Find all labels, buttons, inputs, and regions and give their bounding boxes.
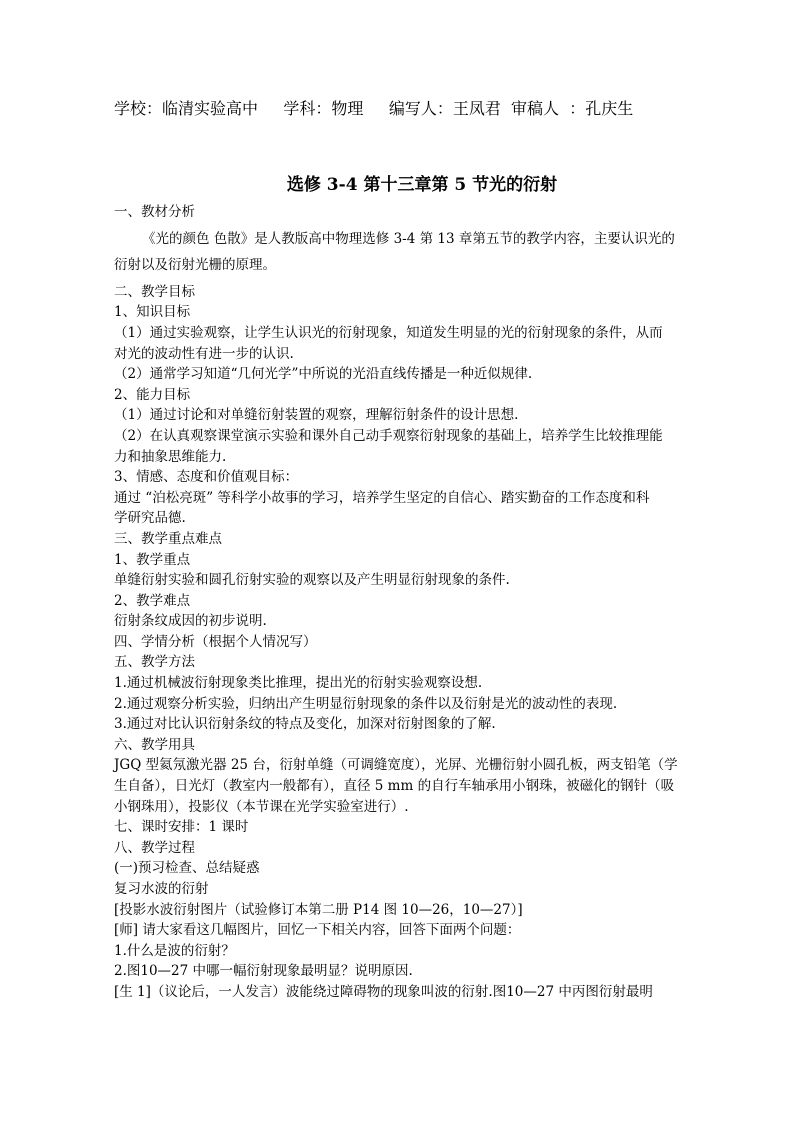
paragraph-line: 衍射以及衍射光栅的原理。 <box>114 257 276 274</box>
subsection-heading: 3、情感、态度和价值观目标： <box>114 469 299 486</box>
section-heading: 一、教材分析 <box>114 204 195 220</box>
question-line: 2.图10—27 中哪一幅衍射现象最明显？说明原因. <box>114 963 413 980</box>
paragraph-line: 《光的颜色 色散》是人教版高中物理选修 3-4 第 13 章第五节的教学内容，主要认识光的 <box>142 230 675 247</box>
subsection-heading: 2、教学难点 <box>114 592 191 609</box>
paragraph-line: （2）在认真观察课堂演示实验和课外自己动手观察衍射现象的基础上，培养学生比较推理能 <box>114 427 663 444</box>
subsection-heading: 2、能力目标 <box>114 386 191 403</box>
list-item: 1.通过机械波衍射现象类比推理，提出光的衍射实验观察设想. <box>114 675 483 692</box>
document-title: 选修 3-4 第十三章第 5 节光的衍射 <box>286 175 558 195</box>
subsection-heading: 1、知识目标 <box>114 304 191 321</box>
paragraph-line: 生自备），日光灯（教室内一般都有），直径 5 mm 的自行车轴承用小钢珠，被磁化的钢针（吸 <box>114 778 675 795</box>
paragraph-line: 复习水波的衍射 <box>114 881 209 897</box>
section-heading: 七、课时安排：1 课时 <box>114 819 249 836</box>
section-heading: 四、学情分析（根据个人情况写） <box>114 633 317 650</box>
paragraph-line: [师] 请大家看这几幅图片，回忆一下相关内容，回答下面两个问题： <box>114 922 521 939</box>
section-heading: 五、教学方法 <box>114 654 195 671</box>
paragraph-line: （2）通常学习知道“几何光学”中所说的光沿直线传播是一种近似规律. <box>114 366 533 383</box>
section-heading: 二、教学目标 <box>114 283 195 300</box>
paragraph-line: JGQ 型氦氖激光器 25 台，衍射单缝（可调缝宽度），光屏、光栅衍射小圆孔板，两支铅笔（学 <box>114 757 678 774</box>
paragraph-line: 力和抽象思维能力. <box>114 448 227 465</box>
subsection-heading: 1、教学重点 <box>114 551 191 568</box>
paragraph-line: 通过 “泊松亮斑” 等科学小故事的学习，培养学生坚定的自信心、踏实勤奋的工作态度和科 <box>114 489 650 506</box>
document-body <box>114 202 682 1003</box>
paragraph-line: 衍射条纹成因的初步说明. <box>114 613 267 630</box>
paragraph-line: 对光的波动性有进一步的认识. <box>114 345 294 362</box>
section-heading: 八、教学过程 <box>114 839 195 856</box>
paragraph-line: 小钢珠用），投影仪（本节课在光学实验室进行）. <box>114 798 409 815</box>
paragraph-line: [投影水波衍射图片（试验修订本第二册 P14 图 10—26，10—27）] <box>114 901 523 918</box>
question-line: 1.什么是波的衍射？ <box>114 942 235 959</box>
document-header: 学校：临清实验高中 学科：物理 编写人：王凤君 审稿人 ：孔庆生 <box>114 99 634 118</box>
paragraph-line: （1）通过实验观察，让学生认识光的衍射现象，知道发生明显的光的衍射现象的条件，从而 <box>114 324 663 341</box>
paragraph-line: 学研究品德. <box>114 510 186 527</box>
subsection-heading: (一)预习检查、总结疑惑 <box>114 860 260 877</box>
paragraph-line: [生 1]（议论后，一人发言）波能绕过障碍物的现象叫波的衍射.图10—27 中丙图衍射最明 <box>114 983 653 1000</box>
list-item: 3.通过对比认识衍射条纹的特点及变化，加深对衍射图象的了解. <box>114 716 496 733</box>
list-item: 2.通过观察分析实验，归纳出产生明显衍射现象的条件以及衍射是光的波动性的表现. <box>114 695 618 712</box>
section-heading: 六、教学用具 <box>114 736 195 753</box>
paragraph-line: （1）通过讨论和对单缝衍射装置的观察，理解衍射条件的设计思想. <box>114 407 519 424</box>
section-heading: 三、教学重点难点 <box>114 530 222 547</box>
paragraph-line: 单缝衍射实验和圆孔衍射实验的观察以及产生明显衍射现象的条件. <box>114 572 510 589</box>
